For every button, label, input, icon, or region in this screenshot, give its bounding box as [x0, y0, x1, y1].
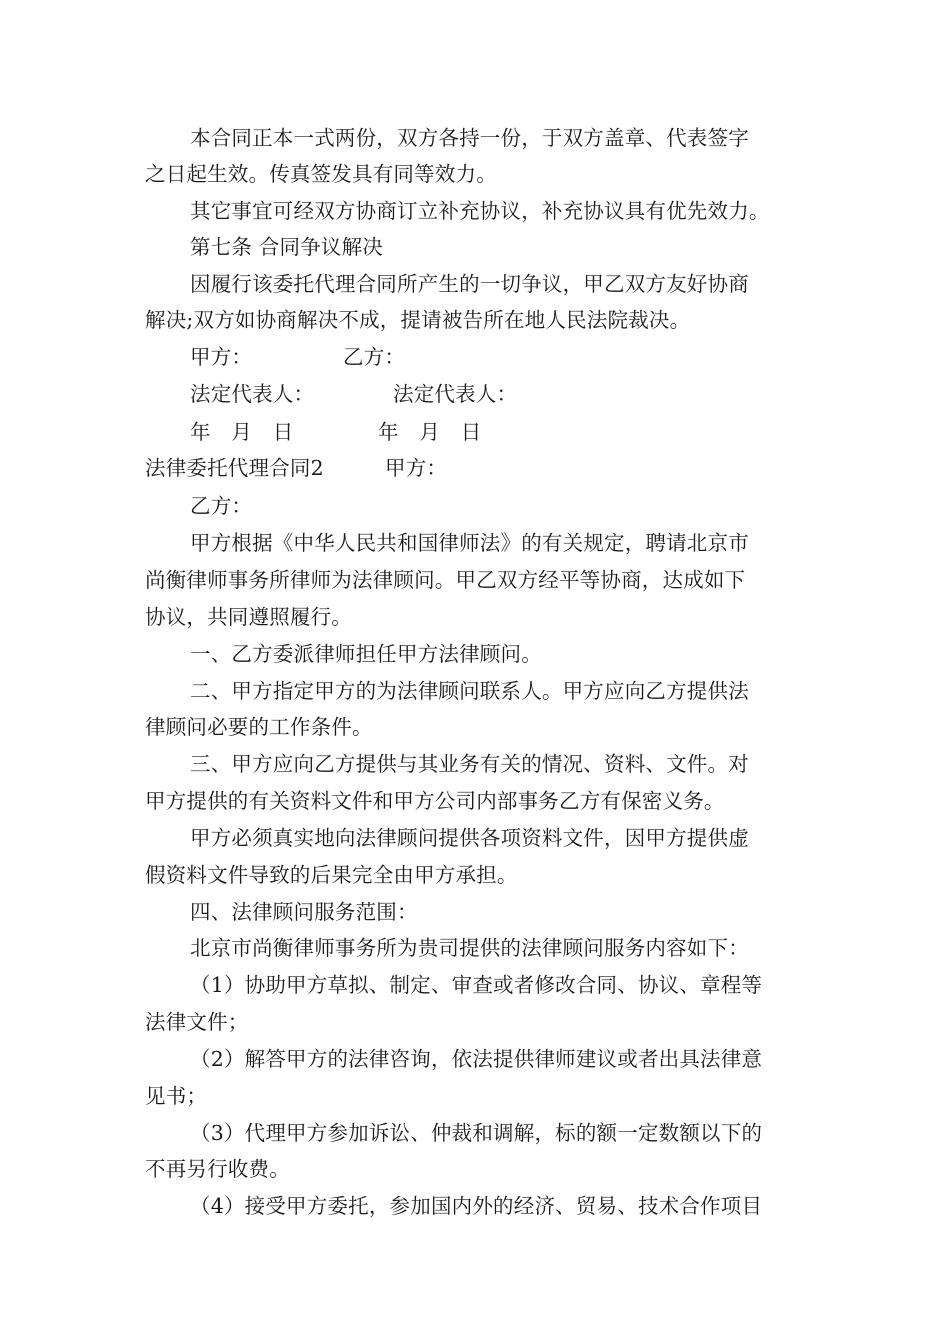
paragraph-line: 甲方根据《中华人民共和国律师法》的有关规定，聘请北京市: [190, 531, 749, 555]
sub-item: （3）代理甲方参加诉讼、仲裁和调解，标的额一定数额以下的: [190, 1121, 763, 1145]
party-a-label: 甲方：: [385, 456, 448, 480]
section-heading: 第七条 合同争议解决: [190, 235, 384, 259]
signature-rep-a: 法定代表人：: [190, 382, 315, 406]
paragraph-line: 假资料文件导致的后果完全由甲方承担。: [145, 863, 518, 887]
list-item: 甲方提供的有关资料文件和甲方公司内部事务乙方有保密义务。: [145, 789, 725, 813]
paragraph-line: 之日起生效。传真签发具有同等效力。: [145, 162, 497, 186]
paragraph-line: 解决;双方如协商解决不成，提请被告所在地人民法院裁决。: [145, 308, 691, 332]
paragraph-line: 尚衡律师事务所律师为法律顾问。甲乙双方经平等协商，达成如下: [145, 568, 746, 592]
paragraph-line: 因履行该委托代理合同所产生的一切争议，甲乙双方友好协商: [190, 272, 749, 296]
signature-rep-b: 法定代表人：: [393, 382, 518, 406]
paragraph-line: 其它事宜可经双方协商订立补充协议，补充协议具有优先效力。: [190, 199, 770, 223]
signature-party-a: 甲方：: [190, 345, 253, 369]
sub-item: 法律文件；: [145, 1010, 249, 1034]
signature-date-a: 年 月 日: [190, 420, 294, 444]
party-b-label: 乙方：: [190, 494, 253, 518]
list-item: 律顾问必要的工作条件。: [145, 715, 373, 739]
signature-party-b: 乙方：: [343, 345, 406, 369]
sub-item: （1）协助甲方草拟、制定、审查或者修改合同、协议、章程等: [190, 973, 763, 997]
signature-date-b: 年 月 日: [378, 420, 482, 444]
list-item: 二、甲方指定甲方的为法律顾问联系人。甲方应向乙方提供法: [190, 679, 749, 703]
paragraph-line: 甲方必须真实地向法律顾问提供各项资料文件，因甲方提供虚: [190, 826, 749, 850]
sub-item: 见书；: [145, 1084, 208, 1108]
list-item: 三、甲方应向乙方提供与其业务有关的情况、资料、文件。对: [190, 752, 749, 776]
list-item: 一、乙方委派律师担任甲方法律顾问。: [190, 642, 542, 666]
list-item: 四、法律顾问服务范围：: [190, 900, 418, 924]
contract-title: 法律委托代理合同2: [145, 456, 324, 480]
sub-item: （4）接受甲方委托，参加国内外的经济、贸易、技术合作项目: [190, 1194, 763, 1218]
sub-item: （2）解答甲方的法律咨询，依法提供律师建议或者出具法律意: [190, 1047, 763, 1071]
paragraph-line: 北京市尚衡律师事务所为贵司提供的法律顾问服务内容如下：: [190, 936, 749, 960]
sub-item: 不再另行收费。: [145, 1157, 290, 1181]
paragraph-line: 本合同正本一式两份，双方各持一份，于双方盖章、代表签字: [190, 126, 749, 150]
paragraph-line: 协议，共同遵照履行。: [145, 605, 352, 629]
